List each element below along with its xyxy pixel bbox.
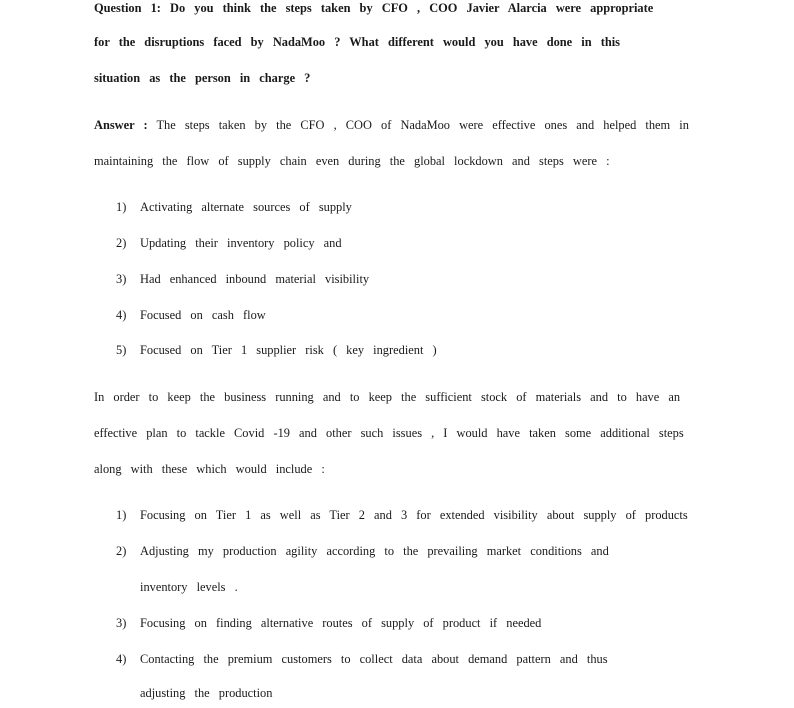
list-number: 1) bbox=[116, 508, 127, 522]
answer-label: Answer : bbox=[94, 118, 148, 132]
question-line-2: for the disruptions faced by NadaMoo ? What different would you have done in this bbox=[94, 35, 620, 49]
list-item bbox=[116, 271, 369, 287]
list-item bbox=[116, 543, 609, 559]
list-number: 2) bbox=[116, 544, 127, 558]
answer-line-1-text: The steps taken by the CFO , COO of NadaMoo were effective ones and helped them in bbox=[156, 118, 689, 132]
question-line-3: situation as the person in charge ? bbox=[94, 71, 311, 85]
list-text: Contacting the premium customers to collect data about demand pattern and thus bbox=[140, 652, 608, 666]
list-item bbox=[116, 651, 608, 667]
list-text: Focusing on Tier 1 as well as Tier 2 and 3 for extended visibility about supply of products bbox=[140, 508, 688, 522]
paragraph-line-1: In order to keep the business running and to keep the sufficient stock of materials and to have an bbox=[94, 390, 681, 404]
list-text: Had enhanced inbound material visibility bbox=[140, 272, 370, 286]
paragraph-line-2: effective plan to tackle Covid -19 and other such issues , I would have taken some additional steps bbox=[94, 426, 684, 440]
list-item bbox=[116, 235, 342, 251]
list-item bbox=[116, 199, 352, 215]
list-item bbox=[116, 507, 688, 523]
answer-line-2: maintaining the flow of supply chain even during the global lockdown and steps were : bbox=[94, 154, 610, 168]
list-number: 4) bbox=[116, 652, 127, 666]
list-text: Focused on cash flow bbox=[140, 308, 266, 322]
list-number: 2) bbox=[116, 236, 127, 250]
list-number: 4) bbox=[116, 308, 127, 322]
list-text: Focused on Tier 1 supplier risk ( key ingredient ) bbox=[140, 343, 437, 357]
list-text: Updating their inventory policy and bbox=[140, 236, 342, 250]
paragraph-line-3: along with these which would include : bbox=[94, 462, 325, 476]
question-line-1: Question 1: Do you think the steps taken by CFO , COO Javier Alarcia were appropriate bbox=[94, 1, 654, 15]
list-number: 1) bbox=[116, 200, 127, 214]
list-item-continuation: inventory levels . bbox=[140, 580, 238, 594]
list-item-continuation: adjusting the production bbox=[140, 686, 273, 700]
list-item bbox=[116, 307, 266, 323]
answer-line-1 bbox=[94, 117, 689, 133]
list-text: Adjusting my production agility according to the prevailing market conditions and bbox=[140, 544, 609, 558]
list-item bbox=[116, 342, 437, 358]
list-item bbox=[116, 615, 541, 631]
list-text: Focusing on finding alternative routes of supply of product if needed bbox=[140, 616, 542, 630]
list-number: 5) bbox=[116, 343, 127, 357]
list-number: 3) bbox=[116, 616, 127, 630]
list-number: 3) bbox=[116, 272, 127, 286]
list-text: Activating alternate sources of supply bbox=[140, 200, 352, 214]
